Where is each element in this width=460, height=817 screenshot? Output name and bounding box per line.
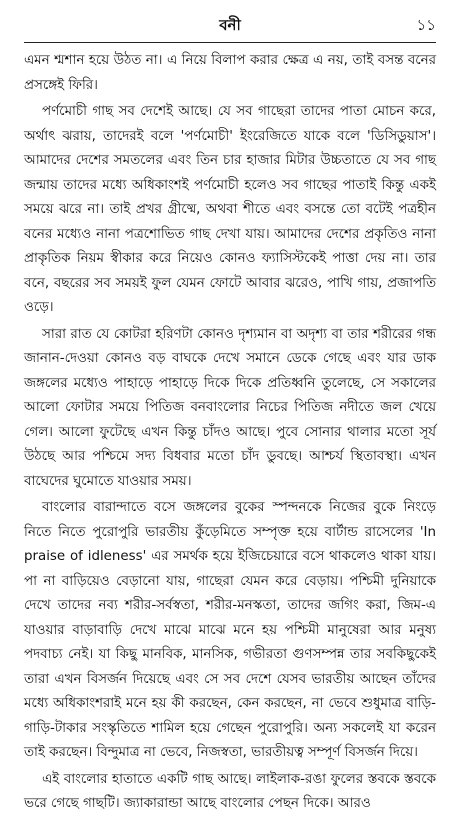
page-header: [24, 12, 436, 43]
paragraph-5: এই বাংলোর হাতাতে একটি গাছ আছে। লাইলাক-রঙা ফুলের স্তবকে স্তবকে ভরে গেছে গাছটি। জ্যাকারান্ডা আছে বাংলোর পেছন দিকে। আরও: [24, 771, 436, 811]
paragraph-2: পর্ণমোচী গাছ সব দেশেই আছে। যে সব গাছেরা তাদের পাতা মোচন করে, অর্থাৎ ঝরায়, তাদেরই বলে 'পর্ণমোচী' ইংরেজিতে যাকে বলে 'ডিসিডুয়াস'। আমাদের দেশের সমতলের এবং তিন চার হাজার মিটার উচ্চতাতে যে সব গাছ জন্মায় তাদের মধ্যে অধিকাংশই পর্ণমোচী হলেও সব গাছের পাতাই কিন্তু একই সময়ে ঝরে না। তাই প্রখর গ্রীষ্মে, অথবা শীতে এবং বসন্তে তো বটেই পত্রহীন বনের মধ্যেও নানা পত্রশোভিত গাছ দেখা যায়। আমাদের দেশের প্রকৃতিও নানা প্রাকৃতিক নিয়ম স্বীকার করে নিয়েও কোনও ফ্যাসিস্টকেই পাত্তা দেয় না। তার বনে, বছরের সব সময়ই ফুল যেমন ফোটে আবার ঝরেও, পাখি গায়, প্রজাপতি ওড়ে।: [24, 104, 436, 315]
paragraph-3: সারা রাত যে কোটরা হরিণটা কোনও দৃশ্যমান বা অদৃশ্য বা তার শরীরের গন্ধ জানান-দেওয়া কোনও বড় বাঘকে দেখে সমানে ডেকে গেছে এবং যার ডাক জঙ্গলের মধ্যেও পাহাড়ে পাহাড়ে দিকে দিকে প্রতিধ্বনি তুলেছে, সে সকালের আলো ফোটার সময়ে পিতিজ বনবাংলোর নিচের পিতিজ নদীতে জল খেয়ে গেল। আলো ফুটেছে এখন কিন্তু চাঁদও আছে। পুবে সোনার থালার মতো সূর্য উঠছে আর পশ্চিমে সদ্য বিধবার মতো চাঁদ ডুবছে। আশ্চর্য স্থিতাবস্থা। এখন বাঘেদের ঘুমোতে যাওয়ার সময়।: [24, 326, 436, 489]
paragraph-4: বাংলোর বারান্দাতে বসে জঙ্গলের বুকের স্পন্দনকে নিজের বুকে নিংড়ে নিতে নিতে পুরোপুরি ভারতীয় কুঁড়েমিতে সম্পৃক্ত হয়ে বার্টান্ড রাসেলের 'In praise of idleness' এর সমর্থক হয়ে ইজিচেয়ারে বসে থাকলেও থাকা যায়। পা না বাড়িয়েও বেড়ানো যায়, গাছেরা যেমন করে বেড়ায়। পশ্চিমী দুনিয়াকে দেখে তাদের নব্য শরীর-সর্বস্বতা, শরীর-মনস্কতা, তাদের জগিং করা, জিম-এ যাওয়ার বাড়াবাড়ি দেখে মাঝে মাঝে মনে হয় পশ্চিমী মানুষেরা আর মনুষ্য পদবাচ্য নেই। যা কিছু মানবিক, মানসিক, গভীরতা গুণসম্পন্ন তার সবকিছুকেই তারা এখন বিসর্জন দিয়েছে এবং সে সব দেশে যেসব ভারতীয় আছেন তাঁদের মধ্যে অধিকাংশরাই মনে হয় কী করছেন, কেন করছেন, না ভেবে শুধুমাত্র বাড়ি-গাড়ি-টাকার সংস্কৃতিতে শামিল হয়ে গেছেন পুরোপুরি। অন্য সকলেই যা করেন তাই করছেন। বিন্দুমাত্র না ভেবে, নিজস্বতা, ভারতীয়ত্ব সম্পূর্ণ বিসর্জন দিয়ে।: [24, 500, 436, 760]
running-title: বনী: [219, 16, 241, 34]
body-text: [24, 49, 436, 817]
paragraph-1: এমন শ্মশান হয়ে উঠত না। এ নিয়ে বিলাপ করার ক্ষেত্র এ নয়, তাই বসন্ত বনের প্রসঙ্গেই ফিরি।: [24, 53, 436, 93]
page-number: ১১: [416, 16, 436, 34]
